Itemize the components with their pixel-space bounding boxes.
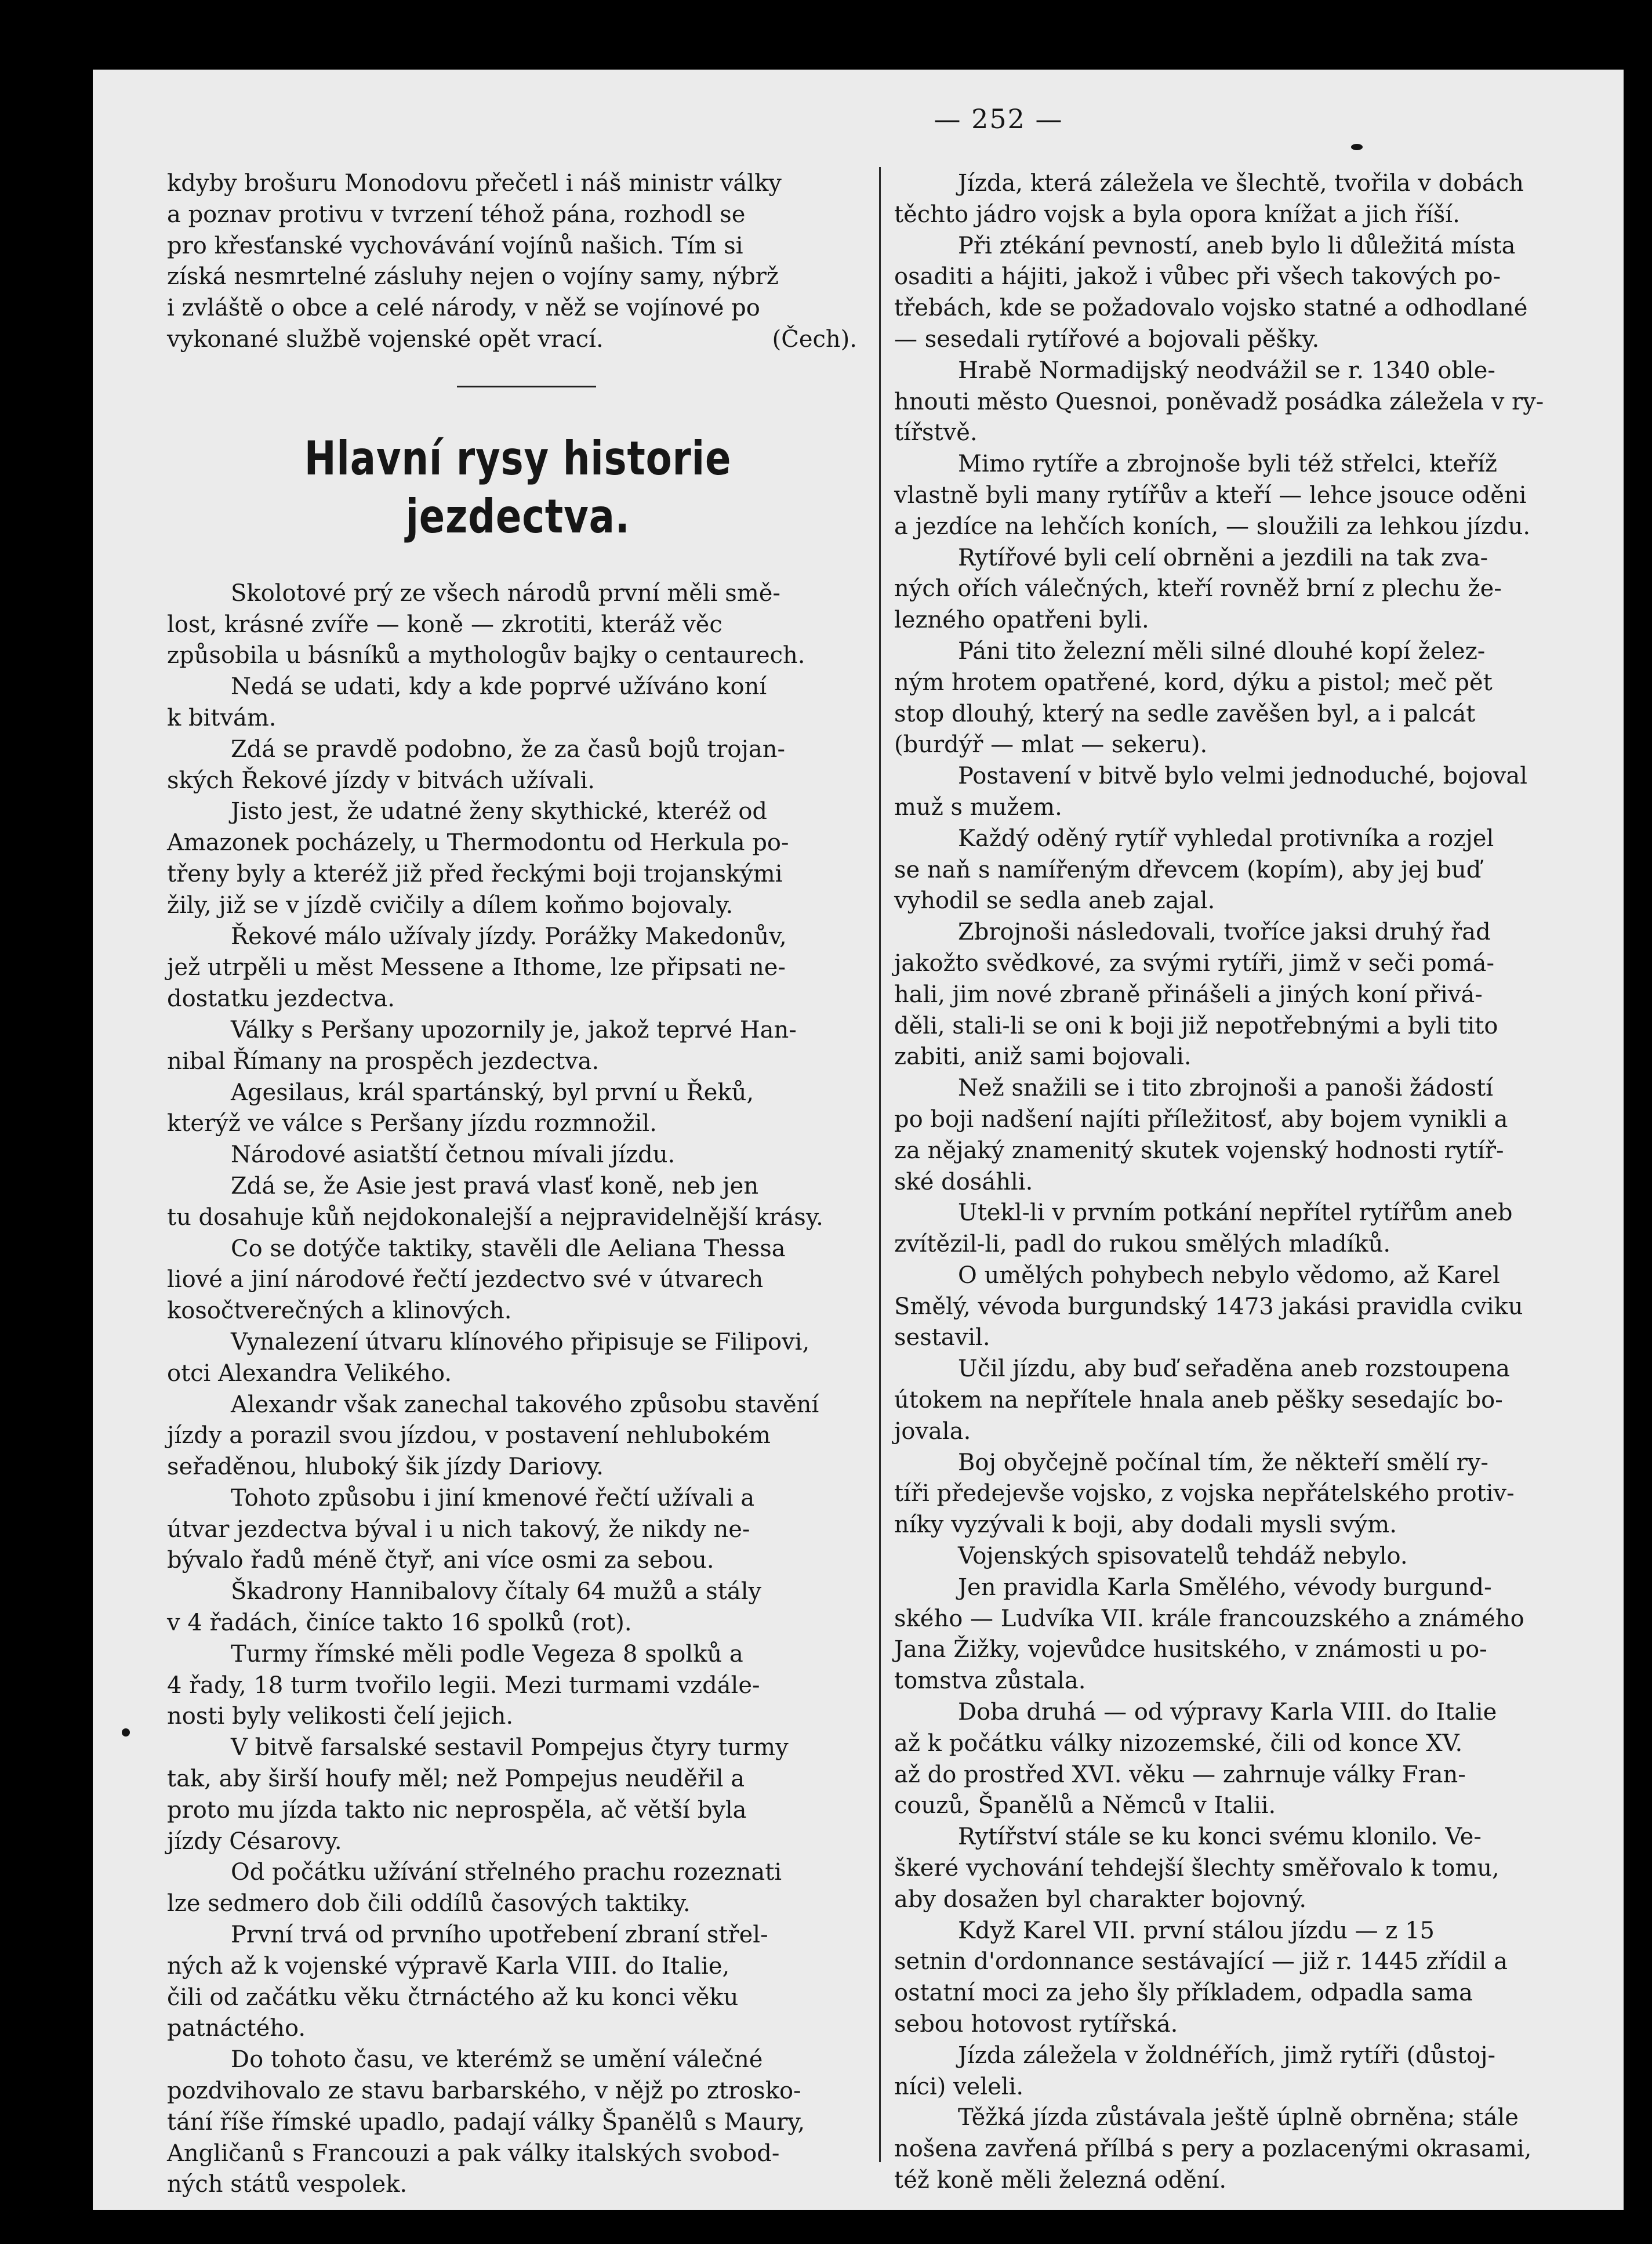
intro-paragraph [167,168,869,356]
paragraph [167,672,869,734]
text-line: Amazonek pocházely, u Thermodontu od Herkula po- [167,829,789,857]
text-line: 4 řady, 18 turm tvořilo legii. Mezi turmami vzdále- [167,1672,760,1699]
text-line: lost, krásné zvíře — koně — zkrotiti, kteráž věc [167,611,722,638]
paragraph [894,1354,1596,1447]
paragraph [167,1140,869,1171]
text-line: Každý oděný rytíř vyhledal protivníka a rozjel [958,825,1494,852]
text-line: ské dosáhli. [894,1168,1033,1195]
text-line: sebou hotovost rytířská. [894,2011,1178,2038]
paragraph [894,1822,1596,1915]
text-line: aby dosažen byl charakter bojovný. [894,1886,1307,1913]
text-line: stop dlouhý, který na sedle zavěšen byl, a i palcát [894,700,1476,727]
text-line: žily, již se v jízdě cvičily a dílem koňmo bojovaly. [167,891,734,919]
text-line: jízdy Césarovy. [167,1828,342,1855]
text-line: dostatku jezdectva. [167,985,395,1013]
text-line: Vynalezení útvaru klínového připisuje se Filipovi, [231,1328,810,1355]
text-line: bývalo řadů méně čtyř, ani více osmi za sebou. [167,1547,714,1574]
ink-speck-margin [122,1728,130,1737]
text-line: Do tohoto času, ve kterémž se umění válečné [231,2046,763,2073]
text-line: Jana Žižky, vojevůdce husitského, v známosti u po- [894,1636,1487,1663]
text-line: až do prostřed XVI. věku — zahrnuje války Fran- [894,1761,1466,1788]
text-line: vyhodil se sedla aneb zajal. [894,887,1215,915]
text-line: Alexandr však zanechal takového způsobu stavění [231,1391,819,1418]
text-line: Boj obyčejně počínal tím, že někteří smělí ry- [958,1449,1488,1476]
text-line: tak, aby širší houfy měl; než Pompejus neuděřil a [167,1766,745,1793]
text-line: muž s mužem. [894,793,1062,821]
paragraph [894,1260,1596,1354]
paragraph [894,1916,1596,2040]
text-line: Doba druhá — od výpravy Karla VIII. do Italie [958,1699,1497,1726]
paragraph [894,1198,1596,1260]
text-line: proto mu jízda takto nic neprospěla, ač větší byla [167,1796,747,1824]
text-line: Nedá se udati, kdy a kde poprvé užíváno koní [231,673,767,701]
paragraph [167,1639,869,1732]
text-line: způsobila u básníků a mythologův bajky o centaurech. [167,642,805,669]
left-column [167,168,869,2201]
paragraph [167,1015,869,1078]
text-line: ského — Ludvíka VII. krále francouzského a známého [894,1605,1524,1632]
paragraph [894,636,1596,761]
text-line: Skolotové prý ze všech národů první měli smě- [231,579,780,607]
text-line: Zdá se, že Asie jest pravá vlasť koně, neb jen [231,1172,759,1199]
text-line: až k počátku války nizozemské, čili od konce XV. [894,1730,1463,1757]
text-line: těchto jádro vojsk a byla opora knížat a jich říší. [894,201,1460,228]
text-line: Když Karel VII. první stálou jízdu — z 15 [958,1917,1435,1944]
ink-speck-top [1351,144,1363,150]
text-line: a poznav protivu v tvrzení téhož pána, rozhodl se [167,201,746,228]
text-line: za nějaký znamenitý skutek vojenský hodnosti rytíř- [894,1137,1504,1164]
text-line: nibal Římany na prospěch jezdectva. [167,1047,600,1075]
text-line: útokem na nepřítele hnala aneb pěšky sesedajíc bo- [894,1387,1503,1414]
text-line: setnin d'ordonnance sestávající — již r. 1445 zřídil a [894,1948,1508,1975]
text-line: První trvá od prvního upotřebení zbraní střel- [231,1922,768,1949]
text-line: Zdá se pravdě podobno, že za časů bojů trojan- [231,735,786,763]
paragraph [167,796,869,921]
text-line: Vojenských spisovatelů tehdáž nebylo. [958,1543,1408,1570]
intro-last-line [167,324,869,356]
text-line: i zvláště o obce a celé národy, v něž se vojínové po [167,295,760,322]
text-line: tířstvě. [894,419,978,447]
column-rule [879,167,881,2162]
paragraph [894,917,1596,1073]
text-line: zabiti, aniž sami bojovali. [894,1043,1192,1071]
text-line: třeny byly a kteréž již před řeckými boji trojanskými [167,860,783,887]
text-line: Jen pravidla Karla Smělého, vévody burgund- [958,1574,1492,1601]
paragraph [894,761,1596,824]
text-line: po boji nadšení najíti příležitosť, aby bojem vynikli a [894,1105,1508,1133]
paragraph [167,1920,869,2044]
paragraph [894,168,1596,231]
text-line: (burdýř — mlat — sekeru). [894,731,1208,759]
text-line: k bitvám. [167,704,277,731]
scanned-page [93,70,1624,2210]
text-line: ným hrotem opatřené, kord, dýku a pistol; meč pět [894,669,1493,696]
text-line: Učil jízdu, aby buď seřaděna aneb rozstoupena [958,1355,1510,1383]
text-line: Škadrony Hannibalovy čítaly 64 mužů a stály [231,1578,762,1605]
text-line: a jezdíce na lehčích koních, — sloužili za lehkou jízdu. [894,513,1531,540]
left-paragraphs [167,578,869,2201]
paragraph [167,1171,869,1234]
paragraph [894,543,1596,636]
text-line: otci Alexandra Velikého. [167,1360,452,1387]
text-line: škeré vychování tehdejší šlechty směřovalo k tomu, [894,1855,1499,1882]
text-line: ostatní moci za jeho šly příkladem, odpadla sama [894,1980,1473,2007]
text-line: ných až k vojenské výpravě Karla VIII. do Italie, [167,1952,730,1980]
text-line: Mimo rytíře a zbrojnoše byli též střelci, kteříž [958,451,1497,478]
paragraph [894,1697,1596,1822]
text-line: vykonané službě vojenské opět vrací. [167,325,604,353]
text-line: kosočtverečných a klinových. [167,1297,512,1325]
text-line: nošena zavřená přílbá s pery a pozlacenými okrasami, [894,2136,1532,2163]
paragraph [894,824,1596,917]
paragraph [894,1572,1596,1697]
text-line: Angličanů s Francouzi a pak války italských svobod- [167,2140,780,2167]
text-line: patnáctého. [167,2015,306,2042]
page-number: — 252 — [934,103,1063,135]
text-line: tání říše římské upadlo, padají války Španělů s Maury, [167,2108,805,2136]
text-line: Tohoto způsobu i jiní kmenové řečtí užívali a [231,1484,755,1511]
paragraph [167,1483,869,1576]
text-line: couzů, Španělů a Němců v Italii. [894,1792,1276,1819]
text-line: sestavil. [894,1324,990,1351]
text-line: liové a jiní národové řečtí jezdectvo své v útvarech [167,1266,764,1293]
text-line: Války s Peršany upozornily je, jakož teprvé Han- [231,1016,797,1043]
text-line: Hrabě Normadijský neodvážil se r. 1340 oble- [958,357,1495,384]
text-line: tu dosahuje kůň nejdokonalejší a nejpravidelnější krásy. [167,1203,823,1231]
text-line: Než snažili se i tito zbrojnoši a panoši žádostí [958,1075,1493,1102]
paragraph [167,1732,869,1857]
text-line: jež utrpěli u měst Messene a Ithome, lze připsati ne- [167,954,786,981]
text-line: tíři předejevše vojsko, z vojska nepřátelského protiv- [894,1480,1515,1507]
text-line: Při ztékání pevností, aneb bylo li důležitá místa [958,232,1516,259]
text-line: Jisto jest, že udatné ženy skythické, kteréž od [231,798,768,825]
text-line: — sesedali rytířové a bojovali pěšky. [894,325,1320,353]
paragraph [894,231,1596,356]
article-heading: Hlavní rysy historie jezdectva. [304,431,732,543]
text-line: O umělých pohybech nebylo vědomo, až Karel [958,1261,1500,1289]
text-line: Zbrojnoši následovali, tvoříce jaksi druhý řad [958,919,1491,946]
text-line: ných ořích válečných, kteří rovněž brní z plechu že- [894,575,1502,603]
text-line: jakožto svědkové, za svými rytíři, jimž v seči pomá- [894,949,1494,977]
text-line: Od počátku užívání střelného prachu rozeznati [231,1859,782,1886]
paragraph [167,2044,869,2201]
text-line: Řekové málo užívaly jízdy. Porážky Makedonův, [231,923,787,950]
text-line: V bitvě farsalské sestavil Pompejus čtyry turmy [231,1734,789,1761]
paragraph [894,449,1596,542]
text-line: pozdvihovalo ze stavu barbarského, v nějž po ztrosko- [167,2078,801,2105]
text-line: Smělý, vévoda burgundský 1473 jakási pravidla cviku [894,1293,1523,1320]
text-line: jízdy a porazil svou jízdou, v postavení nehlubokém [167,1422,771,1449]
text-line: vlastně byli many rytířův a kteří — lehce jsouce oděni [894,481,1527,509]
text-line: získá nesmrtelné zásluhy nejen o vojíny samy, nýbrž [167,263,779,291]
section-separator [167,356,869,419]
paragraph [894,356,1596,449]
text-line: osaditi a hájiti, jakož i vůbec při všech takových po- [894,263,1501,291]
text-line: děli, stali-li se oni k boji již nepotřebnými a byli tito [894,1012,1498,1039]
paragraph [167,1078,869,1140]
paragraph [894,1541,1596,1572]
text-line: Páni tito železní měli silné dlouhé kopí želez- [958,637,1486,665]
text-line: tomstva zůstala. [894,1667,1086,1695]
text-line: lezného opatřeni byli. [894,607,1149,634]
text-line: čili od začátku věku čtrnáctého až ku konci věku [167,1984,739,2011]
text-line: Utekl-li v prvním potkání nepřítel rytířům aneb [958,1199,1513,1227]
text-line: kdyby brošuru Monodovu přečetl i náš ministr války [167,170,782,197]
text-line: Národové asiatští četnou mívali jízdu. [231,1141,676,1169]
paragraph [894,2040,1596,2103]
text-line: seřaděnou, hluboký šik jízdy Dariovy. [167,1453,604,1481]
paragraph [167,1327,869,1390]
text-line: Co se dotýče taktiky, stavěli dle Aeliana Thessa [231,1235,786,1262]
text-line: hali, jim nové zbraně přinášeli a jiných koní přivá- [894,981,1483,1008]
text-line: v 4 řadách, činíce takto 16 spolků (rot). [167,1609,632,1637]
text-line: Rytířové byli celí obrněni a jezdili na tak zva- [958,544,1488,571]
paragraph [167,578,869,672]
text-line: též koně měli železná odění. [894,2167,1227,2194]
text-line: kterýž ve válce s Peršany jízdu rozmnožil. [167,1110,657,1137]
right-column [894,168,1596,2196]
text-line: Těžká jízda zůstávala ještě úplně obrněna; stále [958,2104,1519,2131]
paragraph [167,1234,869,1327]
text-line: Agesilaus, král spartánský, byl první u Řeků, [231,1079,754,1106]
text-line: útvar jezdectva býval i u nich takový, že nikdy ne- [167,1516,750,1543]
source-attribution: (Čech). [772,325,857,353]
text-line: níci) veleli. [894,2073,1024,2100]
text-line: ských Řekové jízdy v bitvách užívali. [167,767,596,794]
paragraph [894,2102,1596,2196]
text-line: Jízda, která záležela ve šlechtě, tvořila v dobách [958,170,1524,197]
text-line: ných států vespolek. [167,2171,408,2198]
text-line: pro křesťanské vychovávání vojínů našich. Tím si [167,232,743,259]
paragraph [167,1390,869,1483]
text-line: jovala. [894,1418,971,1445]
text-line: se naň s namířeným dřevcem (kopím), aby jej buď [894,856,1482,883]
right-paragraphs [894,168,1596,2196]
text-line: níky vyzývali k boji, aby dodali mysli svým. [894,1511,1397,1539]
text-line: třebách, kde se požadovalo vojsko statné a odhodlané [894,295,1528,322]
text-line: nosti byly velikosti čelí jejich. [167,1703,514,1730]
text-line: Jízda záležela v žoldnéřích, jimž rytíři (důstoj- [958,2042,1496,2069]
text-line: Rytířství stále se ku konci svému klonilo. Ve- [958,1824,1482,1851]
paragraph [894,1073,1596,1198]
text-line: Postavení v bitvě bylo velmi jednoduché, bojoval [958,763,1527,790]
paragraph [167,1857,869,1920]
paragraph [894,1448,1596,1541]
text-line: hnouti město Quesnoi, poněvadž posádka záležela v ry- [894,388,1544,415]
text-line: zvítězil-li, padl do rukou smělých mladíků. [894,1231,1391,1258]
text-line: lze sedmero dob čili oddílů časových taktiky. [167,1890,691,1917]
paragraph [167,734,869,797]
paragraph [167,922,869,1015]
paragraph [167,1576,869,1639]
text-line: Turmy římské měli podle Vegeza 8 spolků a [231,1640,743,1667]
